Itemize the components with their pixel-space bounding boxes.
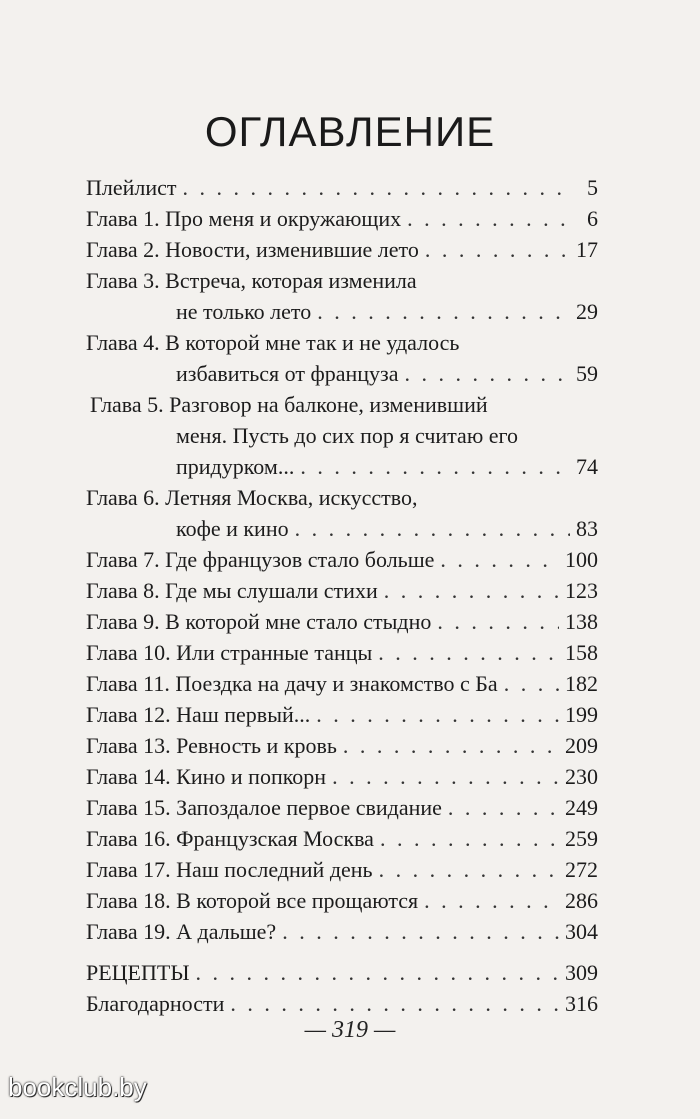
toc-entry-title: Глава 12. Наш первый... <box>86 702 311 727</box>
toc-entry <box>86 668 598 699</box>
toc-entry-title: Глава 18. В которой все прощаются <box>86 888 419 913</box>
toc-entry <box>86 606 598 637</box>
table-of-contents <box>86 172 598 1019</box>
toc-entry-title: Глава 6. Летняя Москва, искусство, <box>86 485 418 510</box>
dot-leader <box>437 606 559 637</box>
toc-entry-title: Глава 10. Или странные танцы <box>86 640 373 665</box>
dot-leader <box>448 792 559 823</box>
dot-leader <box>404 358 570 389</box>
dot-leader <box>332 761 559 792</box>
toc-entry-title: Глава 2. Новости, изменившие лето <box>86 237 419 262</box>
toc-entry-title: Глава 16. Французская Москва <box>86 826 374 851</box>
toc-entry-title: Глава 11. Поездка на дачу и знакомство с Ба <box>86 671 498 696</box>
toc-entry <box>86 265 598 327</box>
toc-entry-title: Глава 1. Про меня и окружающих <box>86 206 402 231</box>
toc-entry-page: 309 <box>565 960 598 985</box>
toc-entry <box>86 203 598 234</box>
toc-entry-title: РЕЦЕПТЫ <box>86 960 190 985</box>
toc-entry-title: Благодарности <box>86 991 225 1016</box>
dot-leader <box>407 203 572 234</box>
dot-leader <box>425 234 570 265</box>
dot-leader <box>504 668 559 699</box>
toc-entry-page: 158 <box>565 640 598 665</box>
toc-entry-page: 17 <box>576 237 598 262</box>
toc-entry <box>86 957 598 988</box>
toc-entry-page: 100 <box>565 547 598 572</box>
toc-entry-page: 199 <box>565 702 598 727</box>
toc-entry-page: 230 <box>565 764 598 789</box>
toc-entry-title: Глава 8. Где мы слушали стихи <box>86 578 378 603</box>
toc-entry-title: избавиться от француза <box>176 361 399 386</box>
toc-entry-title: Глава 9. В которой мне стало стыдно <box>86 609 432 634</box>
toc-entry <box>86 482 598 544</box>
page-number: — 319 — <box>304 1017 396 1043</box>
page-title: ОГЛАВЛЕНИЕ <box>204 108 496 156</box>
toc-entry <box>86 389 598 482</box>
dot-leader <box>379 854 559 885</box>
toc-entry-title: Глава 4. В которой мне так и не удалось <box>86 330 460 355</box>
toc-entry-title: кофе и кино <box>176 516 289 541</box>
toc-entry <box>86 575 598 606</box>
toc-entry <box>86 327 598 389</box>
toc-entry-page: 6 <box>587 206 598 231</box>
toc-entry-title: Плейлист <box>86 175 177 200</box>
toc-entry-page: 59 <box>576 361 598 386</box>
toc-entry-page: 272 <box>565 857 598 882</box>
dot-leader <box>384 575 559 606</box>
toc-entry-title: Глава 14. Кино и попкорн <box>86 764 327 789</box>
dot-leader <box>378 637 559 668</box>
dot-leader <box>295 513 570 544</box>
dot-leader <box>440 544 559 575</box>
dot-leader <box>317 296 570 327</box>
toc-entry-title: Глава 19. А дальше? <box>86 919 277 944</box>
toc-entry <box>86 885 598 916</box>
toc-entry-page: 83 <box>576 516 598 541</box>
toc-entry-page: 209 <box>565 733 598 758</box>
dot-leader <box>316 699 559 730</box>
toc-entry-title: Глава 7. Где французов стало больше <box>86 547 435 572</box>
toc-entry-page: 123 <box>565 578 598 603</box>
toc-entry <box>86 916 598 947</box>
toc-entry-page: 286 <box>565 888 598 913</box>
toc-entry-page: 74 <box>576 454 598 479</box>
watermark: bookclub.by <box>8 1072 147 1102</box>
toc-entry-page: 182 <box>565 671 598 696</box>
toc-entry-title: Глава 15. Запоздалое первое свидание <box>86 795 442 820</box>
toc-entry <box>86 172 598 203</box>
toc-entry-title: придурком... <box>176 454 295 479</box>
toc-entry-title: Глава 13. Ревность и кровь <box>86 733 337 758</box>
toc-entry-page: 138 <box>565 609 598 634</box>
toc-entry <box>86 761 598 792</box>
toc-entry-title: Глава 17. Наш последний день <box>86 857 373 882</box>
dot-leader <box>183 172 572 203</box>
toc-entry-page: 259 <box>565 826 598 851</box>
toc-entry-title: Глава 5. Разговор на балконе, изменивший <box>90 392 488 417</box>
dot-leader <box>380 823 559 854</box>
toc-entry <box>86 699 598 730</box>
toc-entry <box>86 637 598 668</box>
toc-entry <box>86 730 598 761</box>
toc-entry-title: Глава 3. Встреча, которая изменила <box>86 268 417 293</box>
toc-entry-title: не только лето <box>176 299 312 324</box>
toc-entry <box>86 988 598 1019</box>
toc-entry-page: 249 <box>565 795 598 820</box>
toc-entry-page: 5 <box>587 175 598 200</box>
dot-leader <box>196 957 559 988</box>
toc-entry-title: меня. Пусть до сих пор я считаю его <box>176 423 518 448</box>
toc-entry <box>86 234 598 265</box>
dot-leader <box>424 885 559 916</box>
toc-entry <box>86 792 598 823</box>
toc-entry <box>86 854 598 885</box>
dot-leader <box>300 451 570 482</box>
toc-entry <box>86 544 598 575</box>
dot-leader <box>282 916 559 947</box>
dot-leader <box>230 988 559 1019</box>
toc-entry-page: 316 <box>565 991 598 1016</box>
dot-leader <box>343 730 559 761</box>
toc-entry-page: 29 <box>576 299 598 324</box>
toc-entry-page: 304 <box>565 919 598 944</box>
toc-entry <box>86 823 598 854</box>
